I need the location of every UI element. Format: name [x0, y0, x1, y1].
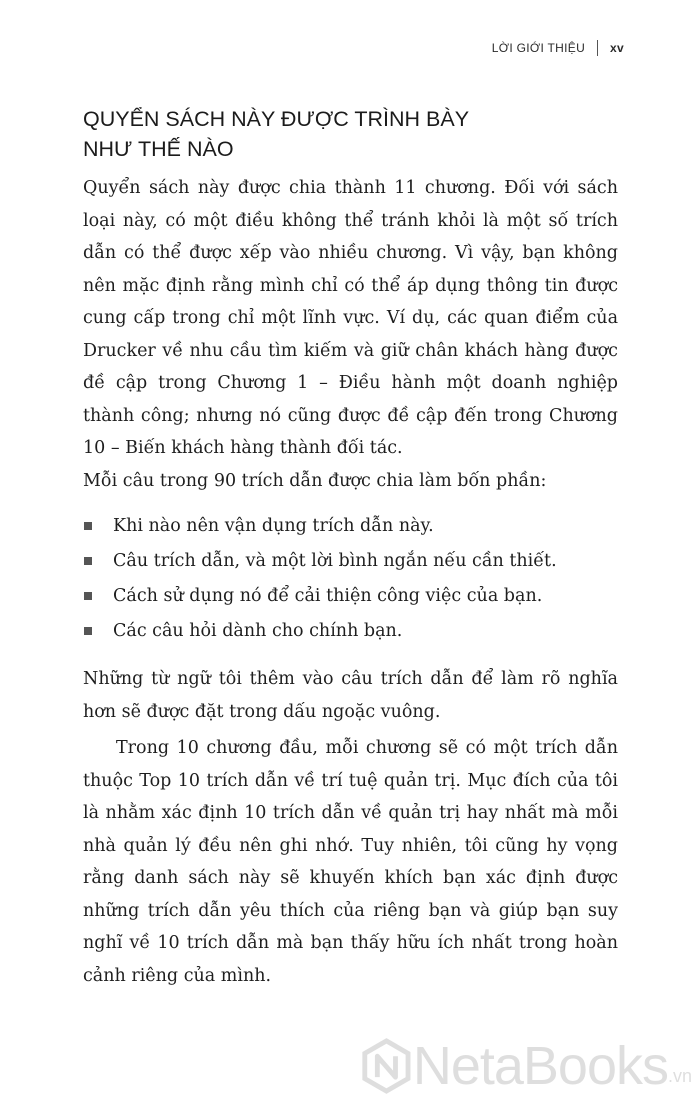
paragraph-1: Quyển sách này được chia thành 11 chương. Đối với sách loại này, có một điều không thể tránh khỏi là một số trích dẫn có thể được xếp vào nhiều chương. Vì vậy, bạn không nên mặc định rằng mình chỉ có thể áp dụng thông tin được cung cấp trong chỉ một lĩnh vực. Ví dụ, các quan điểm của Drucker về nhu cầu tìm kiếm và giữ chân khách hàng được đề cập trong Chương 1 – Điều hành một doanh nghiệp thành công; nhưng nó cũng được đề cập đến trong Chương 10 – Biến khách hàng thành đối tác. [83, 178, 618, 458]
paragraph-4: Trong 10 chương đầu, mỗi chương sẽ có một trích dẫn thuộc Top 10 trích dẫn về trí tuệ quản trị. Mục đích của tôi là nhằm xác định 10 trích dẫn về quản trị hay nhất mà mỗi nhà quản lý đều nên ghi nhớ. Tuy nhiên, tôi cũng hy vọng rằng danh sách này sẽ khuyến khích bạn xác định được những trích dẫn yêu thích của riêng bạn và giúp bạn suy nghĩ về 10 trích dẫn mà bạn thấy hữu ích nhất trong hoàn cảnh riêng của mình. [83, 738, 618, 986]
section-title-line-2: NHƯ THẾ NÀO [83, 137, 234, 161]
list-item [83, 544, 618, 579]
square-bullet-icon [84, 522, 92, 530]
square-bullet-icon [84, 557, 92, 565]
running-header [492, 37, 624, 59]
body-text [83, 172, 618, 992]
running-header-section: LỜI GIỚI THIỆU [491, 41, 586, 55]
list-item [83, 614, 618, 649]
watermark-tld: .vn [667, 1066, 692, 1086]
header-divider [597, 40, 598, 56]
watermark-brand: NetaBooks [412, 1035, 668, 1096]
list-item-text: Các câu hỏi dành cho chính bạn. [113, 621, 403, 641]
list-item [83, 579, 618, 614]
quote-parts-list [83, 509, 618, 649]
section-title-line-1: QUYỂN SÁCH NÀY ĐƯỢC TRÌNH BÀY [83, 107, 470, 131]
section-title [83, 104, 623, 164]
list-item-text: Khi nào nên vận dụng trích dẫn này. [113, 516, 434, 536]
list-item-text: Cách sử dụng nó để cải thiện công việc của bạn. [113, 586, 543, 606]
list-item [83, 509, 618, 544]
paragraph-2: Mỗi câu trong 90 trích dẫn được chia làm bốn phần: [83, 470, 547, 491]
list-item-text: Câu trích dẫn, và một lời bình ngắn nếu cần thiết. [113, 551, 557, 571]
paragraph-3: Những từ ngữ tôi thêm vào câu trích dẫn để làm rõ nghĩa hơn sẽ được đặt trong dấu ngoặc vuông. [83, 669, 618, 722]
netabooks-watermark [362, 1018, 692, 1113]
netabooks-logo-icon [362, 1026, 411, 1106]
page-number: xv [610, 41, 624, 55]
square-bullet-icon [84, 627, 92, 635]
square-bullet-icon [84, 592, 92, 600]
